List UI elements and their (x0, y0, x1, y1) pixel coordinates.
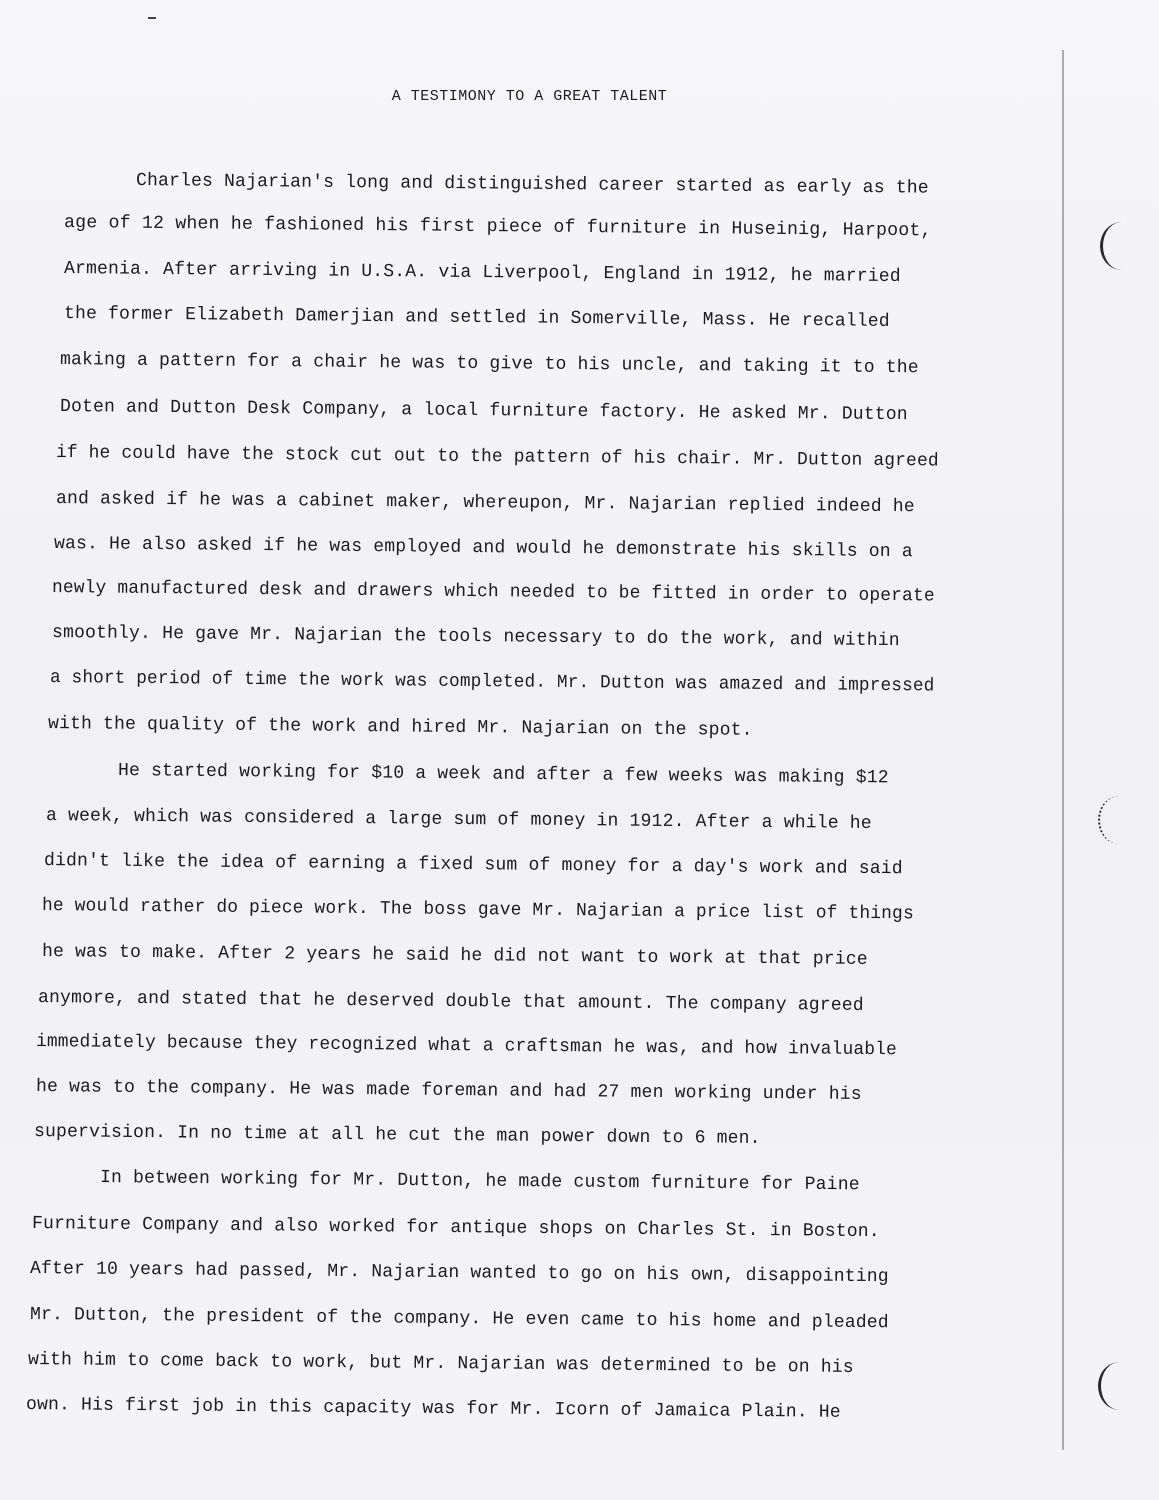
text-line: Armenia. After arriving in U.S.A. via Liverpool, England in 1912, he married (63, 258, 901, 288)
text-line: Furniture Company and also worked for antique shops on Charles St. in Boston. (31, 1213, 880, 1243)
text-line: a week, which was considered a large sum of money in 1912. After a while he (45, 805, 872, 834)
binder-hole (1100, 222, 1143, 270)
text-line: he was to the company. He was made foreman and had 27 men working under his (35, 1076, 862, 1105)
text-line: with the quality of the work and hired Mr. Najarian on the spot. (47, 713, 753, 741)
binder-hole (1098, 1362, 1141, 1410)
text-line: Charles Najarian's long and distinguished career started as early as the (135, 170, 929, 199)
margin-rule (1062, 50, 1064, 1450)
text-line: smoothly. He gave Mr. Najarian the tools necessary to do the work, and within (51, 622, 900, 652)
text-line: making a pattern for a chair he was to give to his uncle, and taking it to the (59, 349, 919, 379)
text-line: with him to come back to work, but Mr. Najarian was determined to be on his (27, 1349, 854, 1378)
text-line: age of 12 when he fashioned his first piece of furniture in Huseinig, Harpoot, (63, 212, 932, 242)
text-line: supervision. In no time at all he cut the man power down to 6 men. (33, 1121, 761, 1149)
binder-hole (1098, 796, 1140, 844)
text-line: didn't like the idea of earning a fixed sum of money for a day's work and said (43, 850, 903, 880)
text-line: After 10 years had passed, Mr. Najarian wanted to go on his own, disappointing (29, 1258, 889, 1288)
text-line: the former Elizabeth Damerjian and settled in Somerville, Mass. He recalled (63, 303, 890, 332)
text-line: own. His first job in this capacity was for Mr. Icorn of Jamaica Plain. He (25, 1394, 841, 1423)
text-line: he would rather do piece work. The boss gave Mr. Najarian a price list of things (41, 895, 914, 925)
text-line: was. He also asked if he was employed and would he demonstrate his skills on a (53, 533, 913, 563)
text-line: a short period of time the work was completed. Mr. Dutton was amazed and impressed (49, 667, 935, 697)
text-line: He started working for $10 a week and after a few weeks was making $12 (117, 760, 889, 789)
text-line: newly manufactured desk and drawers which needed to be fitted in order to operate (51, 577, 935, 607)
text-line: anymore, and stated that he deserved double that amount. The company agreed (37, 987, 864, 1016)
text-line: he was to make. After 2 years he said he did not want to work at that price (41, 941, 868, 970)
text-line: In between working for Mr. Dutton, he made custom furniture for Paine (99, 1167, 860, 1196)
document-title: A TESTIMONY TO A GREAT TALENT (391, 88, 668, 105)
text-line: Doten and Dutton Desk Company, a local furniture factory. He asked Mr. Dutton (59, 396, 908, 426)
text-line: if he could have the stock cut out to the pattern of his chair. Mr. Dutton agreed (55, 442, 939, 472)
text-line: Mr. Dutton, the president of the company. He even came to his home and pleaded (29, 1304, 889, 1334)
scan-mark (148, 17, 156, 19)
text-line: and asked if he was a cabinet maker, whereupon, Mr. Najarian replied indeed he (55, 488, 915, 518)
text-line: immediately because they recognized what a craftsman he was, and how invaluable (35, 1031, 898, 1061)
